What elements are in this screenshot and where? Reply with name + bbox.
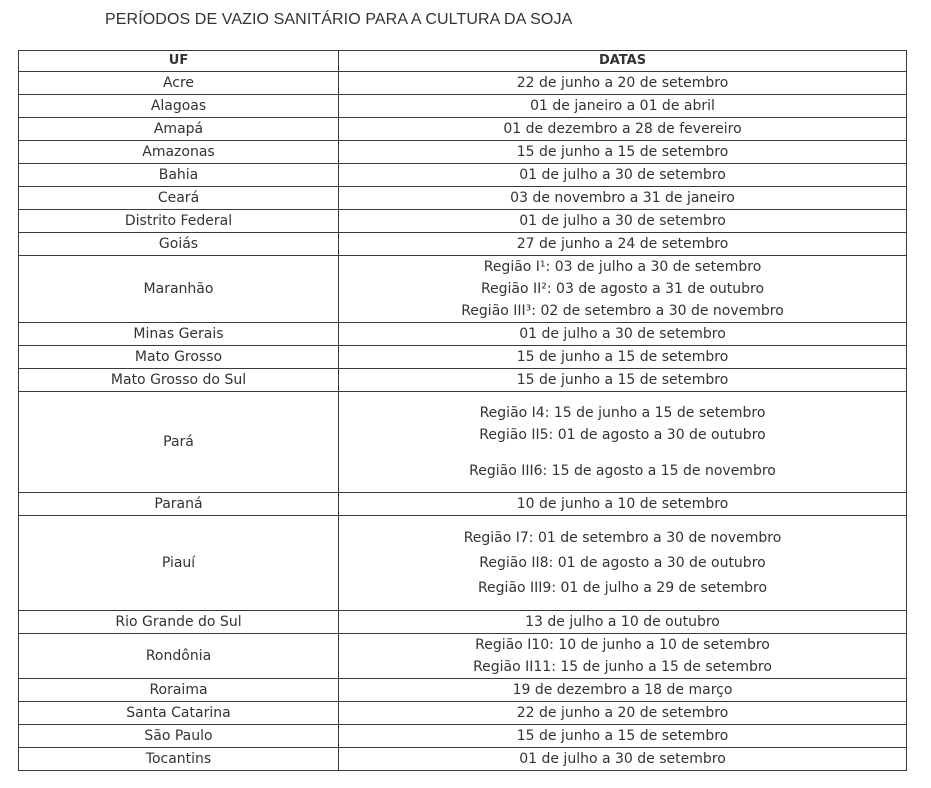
- header-uf: UF: [19, 51, 339, 72]
- datas-cell: 22 de junho a 20 de setembro: [339, 72, 907, 95]
- table-row: [19, 493, 907, 516]
- datas-line: Região II11: 15 de junho a 15 de setembro: [473, 659, 772, 675]
- uf-cell: Amapá: [19, 118, 339, 141]
- table-row: [19, 392, 907, 493]
- datas-cell: 27 de junho a 24 de setembro: [339, 233, 907, 256]
- table-row: [19, 516, 907, 611]
- datas-cell: 01 de julho a 30 de setembro: [339, 210, 907, 233]
- uf-cell: Ceará: [19, 187, 339, 210]
- table-row: [19, 346, 907, 369]
- datas-line: Região I4: 15 de junho a 15 de setembro: [479, 405, 766, 421]
- table-row: [19, 611, 907, 634]
- datas-cell: 22 de junho a 20 de setembro: [339, 702, 907, 725]
- table-row: [19, 118, 907, 141]
- uf-cell: Paraná: [19, 493, 339, 516]
- datas-cell: 13 de julho a 10 de outubro: [339, 611, 907, 634]
- datas-line: Região II5: 01 de agosto a 30 de outubro: [479, 427, 766, 443]
- uf-cell: Goiás: [19, 233, 339, 256]
- vazio-sanitario-table: [18, 50, 907, 771]
- datas-line: Região I¹: 03 de julho a 30 de setembro: [483, 259, 762, 275]
- uf-cell: Piauí: [19, 516, 339, 611]
- datas-cell: [339, 516, 907, 611]
- table-row: [19, 725, 907, 748]
- table-header-row: [19, 51, 907, 72]
- uf-cell: Rio Grande do Sul: [19, 611, 339, 634]
- uf-cell: Bahia: [19, 164, 339, 187]
- datas-cell: 15 de junho a 15 de setembro: [339, 369, 907, 392]
- datas-cell: [339, 392, 907, 493]
- datas-line: Região I7: 01 de setembro a 30 de novembro: [463, 530, 782, 546]
- table-row: [19, 369, 907, 392]
- datas-line: Região II²: 03 de agosto a 31 de outubro: [480, 281, 765, 297]
- datas-cell: 15 de junho a 15 de setembro: [339, 346, 907, 369]
- datas-cell: [339, 634, 907, 679]
- uf-cell: Maranhão: [19, 256, 339, 323]
- uf-cell: Amazonas: [19, 141, 339, 164]
- table-row: [19, 702, 907, 725]
- datas-line: Região III6: 15 de agosto a 15 de novembro: [469, 463, 776, 479]
- uf-cell: Rondônia: [19, 634, 339, 679]
- uf-cell: Pará: [19, 392, 339, 493]
- uf-cell: Roraima: [19, 679, 339, 702]
- uf-cell: Santa Catarina: [19, 702, 339, 725]
- page-title: PERÍODOS DE VAZIO SANITÁRIO PARA A CULTURA DA SOJA: [105, 11, 573, 28]
- header-datas: DATAS: [339, 51, 907, 72]
- table-row: [19, 210, 907, 233]
- datas-cell: 01 de janeiro a 01 de abril: [339, 95, 907, 118]
- table-row: [19, 634, 907, 679]
- uf-cell: Alagoas: [19, 95, 339, 118]
- datas-line: Região I10: 10 de junho a 10 de setembro: [475, 637, 770, 653]
- datas-line: Região III³: 02 de setembro a 30 de novembro: [461, 303, 784, 319]
- datas-line: Região III9: 01 de julho a 29 de setembro: [477, 580, 768, 596]
- uf-cell: Minas Gerais: [19, 323, 339, 346]
- datas-cell: 03 de novembro a 31 de janeiro: [339, 187, 907, 210]
- datas-line: Região II8: 01 de agosto a 30 de outubro: [479, 555, 766, 571]
- table-row: [19, 748, 907, 771]
- table-row: [19, 141, 907, 164]
- table-row: [19, 164, 907, 187]
- table-row: [19, 256, 907, 323]
- uf-cell: Mato Grosso: [19, 346, 339, 369]
- table-row: [19, 95, 907, 118]
- uf-cell: São Paulo: [19, 725, 339, 748]
- table-row: [19, 72, 907, 95]
- uf-cell: Tocantins: [19, 748, 339, 771]
- uf-cell: Mato Grosso do Sul: [19, 369, 339, 392]
- table-row: [19, 679, 907, 702]
- table-row: [19, 187, 907, 210]
- datas-cell: 01 de julho a 30 de setembro: [339, 323, 907, 346]
- datas-cell: 01 de julho a 30 de setembro: [339, 164, 907, 187]
- uf-cell: Distrito Federal: [19, 210, 339, 233]
- uf-cell: Acre: [19, 72, 339, 95]
- datas-cell: [339, 256, 907, 323]
- datas-cell: 01 de dezembro a 28 de fevereiro: [339, 118, 907, 141]
- datas-cell: 15 de junho a 15 de setembro: [339, 725, 907, 748]
- table-row: [19, 323, 907, 346]
- datas-cell: 15 de junho a 15 de setembro: [339, 141, 907, 164]
- datas-cell: 10 de junho a 10 de setembro: [339, 493, 907, 516]
- datas-cell: 19 de dezembro a 18 de março: [339, 679, 907, 702]
- datas-cell: 01 de julho a 30 de setembro: [339, 748, 907, 771]
- table-row: [19, 233, 907, 256]
